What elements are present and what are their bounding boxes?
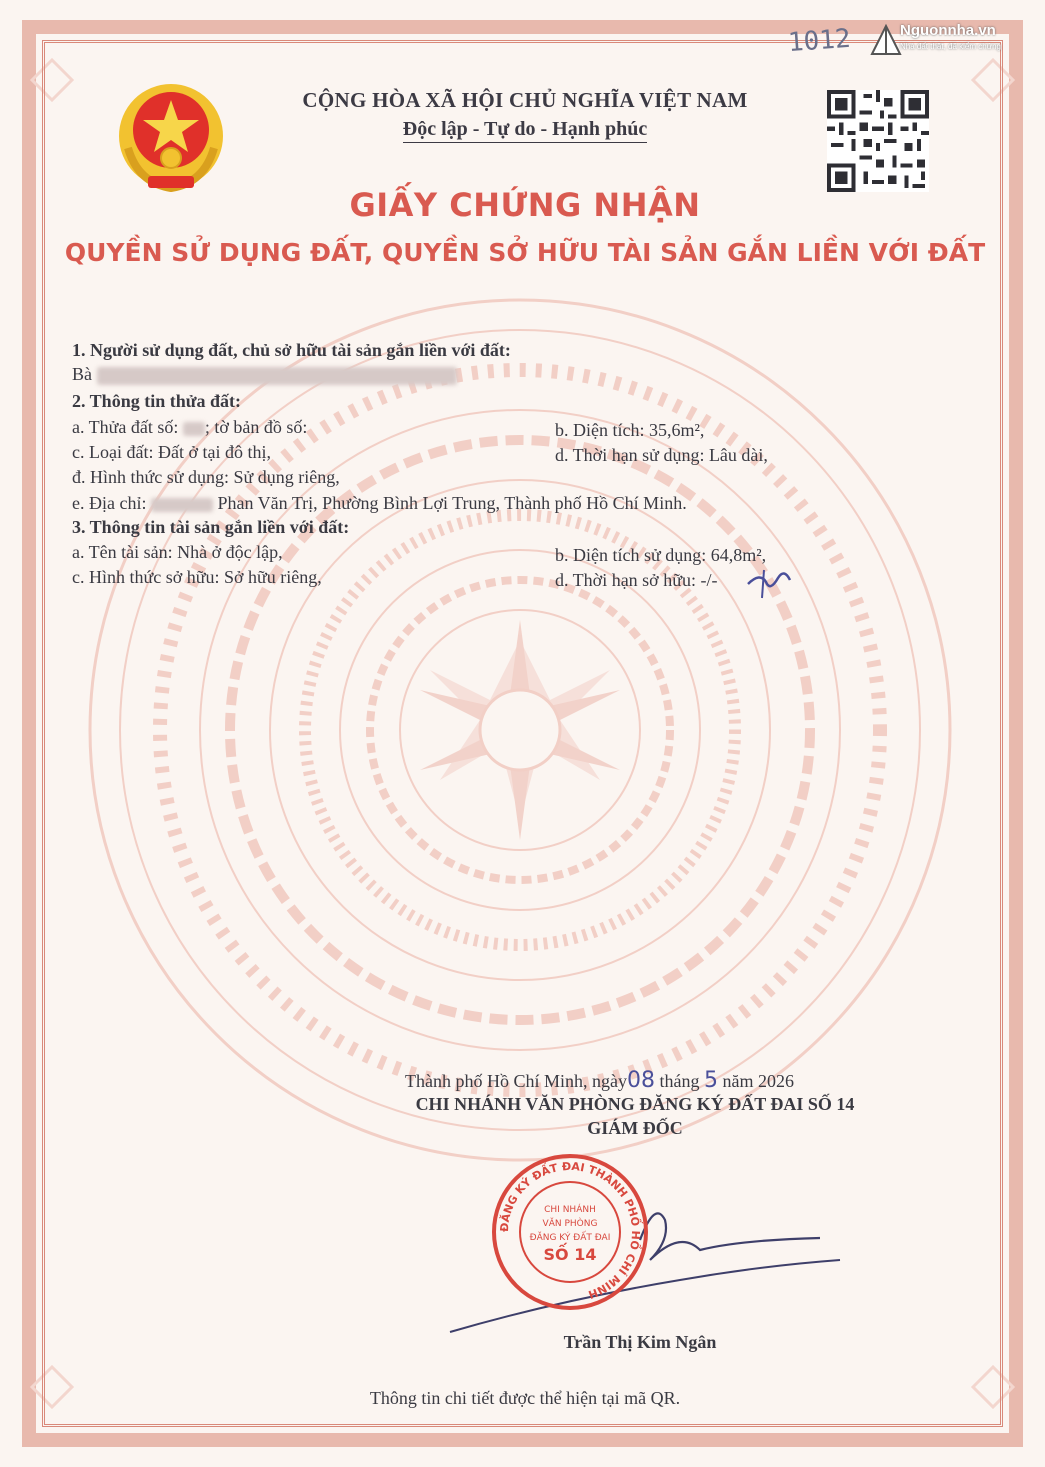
parcel-number-redacted [183,422,205,436]
watermark-site-tagline: Nhà đất thật, đã kiểm chứng [900,42,1001,51]
seal-line-2: VĂN PHÒNG [542,1219,598,1229]
land-area: b. Diện tích: 35,6m², [555,420,705,440]
official-seal-icon [490,1152,650,1312]
floor-area: b. Diện tích sử dụng: 64,8m², [555,545,767,565]
map-sheet-label: ; tờ bản đồ số: [204,417,308,437]
signer-position: GIÁM ĐỐC [587,1118,683,1138]
seal-ring-text: ĐĂNG KÝ ĐẤT ĐAI THÀNH PHỐ HỒ CHÍ MINH [497,1159,643,1302]
certificate-title: GIẤY CHỨNG NHẬN [349,186,701,224]
ownership-form: c. Hình thức sở hữu: Sở hữu riêng, [72,567,322,587]
national-emblem-icon [108,78,234,198]
seal-line-1: CHI NHÁNH [544,1205,596,1215]
owner-line [72,364,457,385]
year-label: năm 2026 [722,1071,794,1091]
owner-name-redacted [97,367,457,385]
land-use-term: d. Thời hạn sử dụng: Lâu dài, [555,445,768,465]
nation-name: CỘNG HÒA XÃ HỘI CHỦ NGHĨA VIỆT NAM [302,88,748,112]
owner-prefix: Bà [72,364,92,384]
qr-footer-note: Thông tin chi tiết được thể hiện tại mã QR. [369,1388,681,1408]
seal-line-4: SỐ 14 [543,1245,597,1264]
signer-name: Trần Thị Kim Ngân [563,1332,717,1352]
certificate-subtitle: QUYỀN SỬ DỤNG ĐẤT, QUYỀN SỞ HỮU TÀI SẢN GẮN LIỀN VỚI ĐẤT [64,238,986,267]
issue-day: 08 [627,1068,655,1093]
issue-place-prefix: Thành phố Hồ Chí Minh, ngày [405,1071,627,1091]
watermark-site-name: Nguonnha.vn [900,22,996,39]
land-type: c. Loại đất: Đất ở tại đô thị, [72,442,271,462]
ownership-term: d. Thời hạn sở hữu: -/- [555,570,718,590]
address-text: Phan Văn Trị, Phường Bình Lợi Trung, Thành phố Hồ Chí Minh. [217,493,687,513]
national-motto [330,118,720,141]
section3-heading: 3. Thông tin tài sản gắn liền với đất: [72,517,350,537]
land-use-form: đ. Hình thức sử dụng: Sử dụng riêng, [72,467,340,487]
section2-heading: 2. Thông tin thửa đất: [72,391,242,411]
issuing-office: CHI NHÁNH VĂN PHÒNG ĐĂNG KÝ ĐẤT ĐAI SỐ 14 [415,1094,855,1114]
issue-month: 5 [704,1068,718,1093]
initials-mark-icon [740,562,800,602]
month-label: tháng [659,1071,700,1091]
motto-text: Độc lập - Tự do - Hạnh phúc [403,118,647,143]
house-number-redacted [151,498,213,512]
parcel-number-line [72,417,307,438]
section1-heading: 1. Người sử dụng đất, chủ sở hữu tài sản gắn liền với đất: [72,340,511,360]
address-line [72,493,687,514]
seal-line-3: ĐĂNG KÝ ĐẤT ĐAI [529,1233,611,1243]
parcel-number-label: a. Thửa đất số: [72,417,179,437]
issue-place-date [405,1068,794,1093]
handwritten-number: 1012 [787,23,852,59]
asset-name: a. Tên tài sản: Nhà ở độc lập, [72,542,283,562]
address-label: e. Địa chỉ: [72,493,147,513]
qr-code-icon [827,90,929,192]
